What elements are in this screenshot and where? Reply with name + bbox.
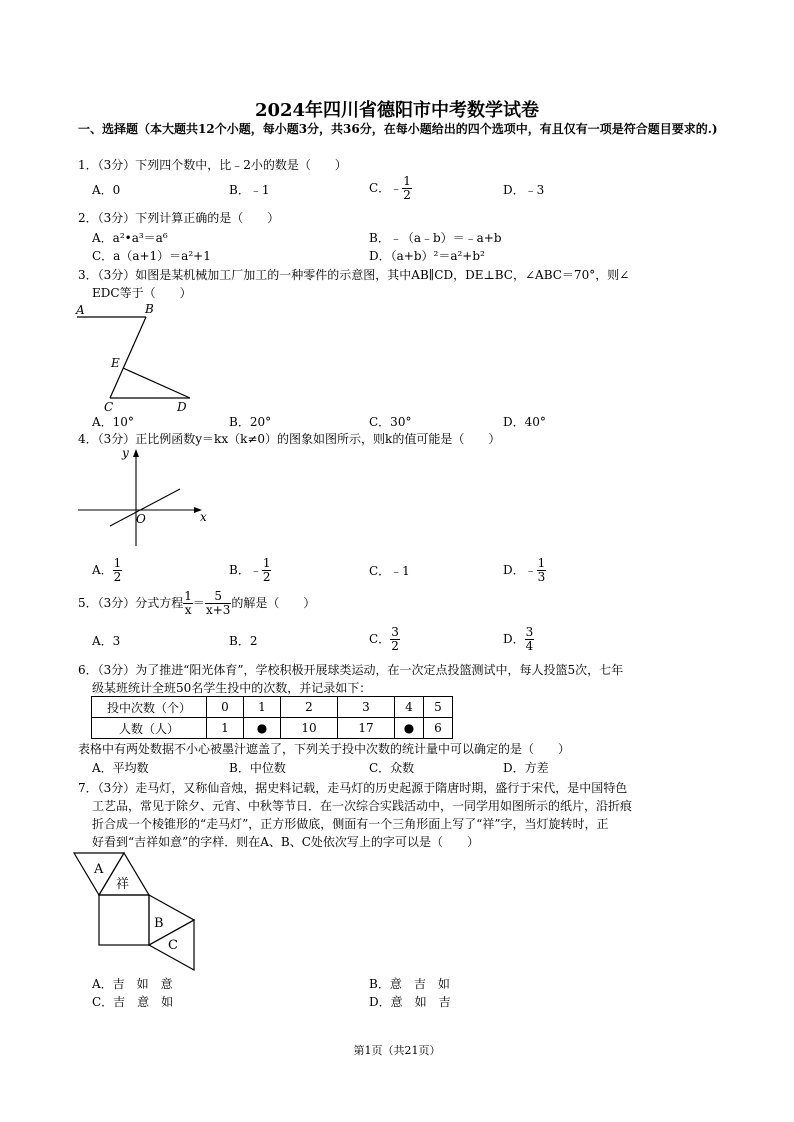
q7-option-a: A．吉 如 意	[92, 977, 173, 991]
q4-figure	[70, 446, 215, 551]
q2-stem: 2．（3分）下列计算正确的是（ ）	[78, 211, 280, 225]
q4-label-origin: O	[136, 512, 146, 526]
table-cell: 1	[244, 697, 281, 718]
section-heading: 一、选择题（本大题共12个小题，每小题3分，共36分，在每小题给出的四个选项中，有且仅有一项是符合题目要求的.)	[78, 122, 718, 136]
q7-stem-line4: 好看到“吉祥如意”的字样．则在A、B、C处依次写上的字可以是（ ）	[92, 835, 479, 849]
q3-option-b: B．20°	[229, 415, 272, 429]
q7-stem-line3: 折合成一个棱锥形的“走马灯”，正方形做底，侧面有一个三角形面上写了“祥”字，当灯旋转时，正	[92, 817, 609, 831]
q7-figure	[70, 848, 220, 976]
q5-stem: 5．（3分）分式方程 $\frac{1}{x}$ ＝ $\frac{5}{x+3}$ 的解是（ ）	[78, 589, 316, 617]
table-cell: 投中次数（个）	[92, 697, 207, 718]
q7-stem-line2: 工艺品，常见于除夕、元宵、中秋等节日．在一次综合实践活动中，一同学用如图所示的纸片，沿折痕	[92, 799, 633, 813]
q7-label-b: B	[154, 916, 164, 931]
q7-label-a: A	[94, 862, 104, 877]
q3-stem-line1: 3．（3分）如图是某机械加工厂加工的一种零件的示意图，其中AB∥CD，DE⊥BC，∠ABC＝70°，则∠	[78, 268, 630, 282]
q4-stem: 4．（3分）正比例函数y＝kx（k≠0）的图象如图所示，则k的值可能是（ ）	[78, 432, 501, 446]
q6-stem-line3: 表格中有两处数据不小心被墨汁遮盖了，下列关于投中次数的统计量中可以确定的是（ ）	[78, 742, 571, 756]
q2-option-a: A．a²•a³＝a⁶	[92, 231, 168, 245]
q6-stem-line2: 级某班统计全班50名学生投中的次数，并记录如下：	[92, 681, 372, 695]
q6-table	[91, 696, 453, 739]
q7-option-d: D．意 如 吉	[369, 995, 451, 1009]
q3-stem-line2: EDC等于（ ）	[92, 286, 192, 300]
q1-stem: 1．（3分）下列四个数中，比﹣2小的数是（ ）	[78, 158, 347, 172]
table-cell: 4	[395, 697, 424, 718]
q7-label-xiang: 祥	[116, 877, 130, 892]
table-cell: 2	[281, 697, 338, 718]
q7-option-b: B．意 吉 如	[369, 977, 450, 991]
q5-option-d: D． $\frac{3}{4}$	[503, 625, 534, 653]
q2-option-b: B．﹣（a﹣b）＝﹣a+b	[369, 231, 502, 245]
table-cell: ●	[244, 718, 281, 739]
q1-option-c: C．﹣ $\frac{1}{2}$	[369, 174, 411, 202]
table-cell: 17	[338, 718, 395, 739]
q1-option-d: D．﹣3	[503, 183, 545, 197]
table-cell: 人数（人）	[92, 718, 207, 739]
q1-option-b: B．﹣1	[229, 183, 270, 197]
q5-option-b: B．2	[229, 634, 258, 648]
q3-option-a: A．10°	[92, 415, 134, 429]
q7-stem-line1: 7．（3分）走马灯，又称仙音烛，据史料记载，走马灯的历史起源于隋唐时期，盛行于宋代，是中国特色	[78, 781, 628, 795]
table-cell: 0	[207, 697, 244, 718]
q5-option-c: C． $\frac{3}{2}$	[369, 625, 399, 653]
table-cell: ●	[395, 718, 424, 739]
q6-stem-line1: 6．（3分）为了推进“阳光体育”，学校积极开展球类运动，在一次定点投篮测试中，每人投篮5次，七年	[78, 663, 624, 677]
q4-option-d: D．﹣ $\frac{1}{3}$	[503, 556, 546, 584]
q6-option-b: B．中位数	[229, 761, 286, 775]
q4-option-a: A． $\frac{1}{2}$	[92, 556, 122, 584]
q4-label-y: y	[122, 446, 129, 460]
table-cell: 10	[281, 718, 338, 739]
page-title: 2024年四川省德阳市中考数学试卷	[254, 100, 540, 121]
q6-option-c: C．众数	[369, 761, 415, 775]
q4-option-c: C．﹣1	[369, 564, 410, 578]
q4-label-x: x	[200, 510, 207, 524]
table-cell: 3	[338, 697, 395, 718]
q3-option-c: C．30°	[369, 415, 412, 429]
table-cell: 1	[207, 718, 244, 739]
q6-option-d: D．方差	[503, 761, 549, 775]
q7-label-c: C	[168, 938, 178, 953]
q6-option-a: A．平均数	[92, 761, 149, 775]
page-footer: 第1页（共21页）	[353, 1044, 441, 1057]
q3-label-d: D	[177, 400, 187, 414]
q3-option-d: D．40°	[503, 415, 546, 429]
q2-option-c: C．a（a+1）＝a²+1	[92, 249, 211, 263]
q7-option-c: C．吉 意 如	[92, 995, 174, 1009]
q3-figure	[70, 300, 200, 415]
table-row	[92, 718, 453, 739]
table-cell: 6	[424, 718, 453, 739]
q3-label-e: E	[111, 356, 120, 370]
q3-label-c: C	[104, 400, 114, 414]
q5-option-a: A．3	[92, 634, 121, 648]
q3-label-b: B	[145, 302, 154, 316]
q2-option-d: D．（a+b）²＝a²+b²	[369, 249, 485, 263]
table-cell: 5	[424, 697, 453, 718]
q4-option-b: B．﹣ $\frac{1}{2}$	[229, 556, 271, 584]
q1-option-a: A．0	[92, 183, 121, 197]
q3-label-a: A	[76, 303, 85, 317]
table-row	[92, 697, 453, 718]
